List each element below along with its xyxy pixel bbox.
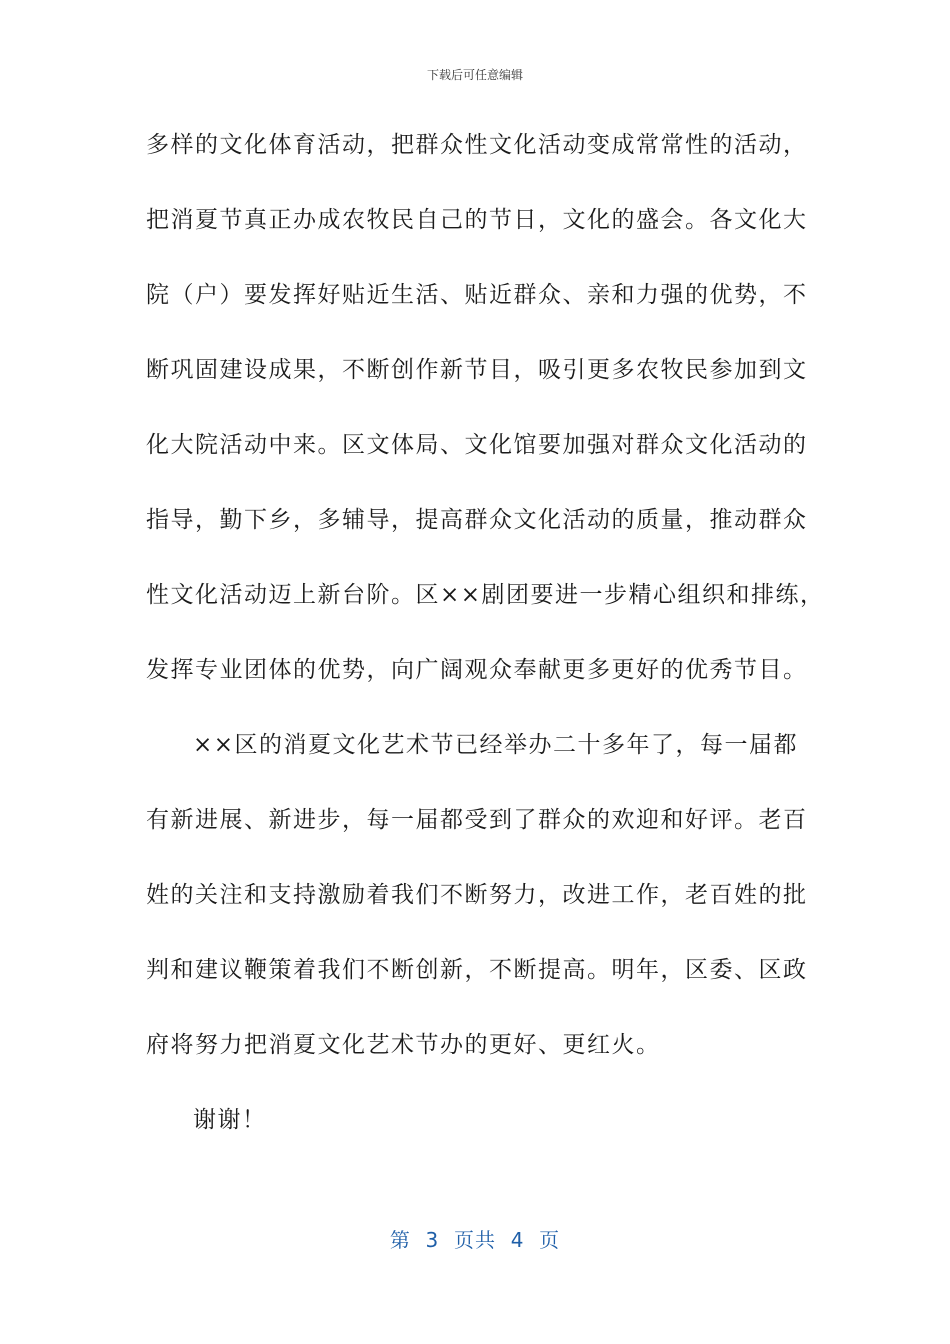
text-line: 姓的关注和支持激励着我们不断努力，改进工作，老百姓的批 bbox=[146, 882, 808, 908]
text-line: 判和建议鞭策着我们不断创新，不断提高。明年，区委、区政 bbox=[146, 957, 808, 983]
text-line: 性文化活动迈上新台阶。区××剧团要进一步精心组织和排练， bbox=[146, 582, 825, 608]
text-line: 多样的文化体育活动，把群众性文化活动变成常常性的活动， bbox=[146, 132, 808, 158]
page-number: 第 3 页共 4 页 bbox=[389, 1228, 561, 1252]
text-line: 府将努力把消夏文化艺术节办的更好、更红火。 bbox=[146, 1032, 661, 1058]
text-line: 化大院活动中来。区文体局、文化馆要加强对群众文化活动的 bbox=[146, 432, 808, 458]
closing-thanks: 谢谢！ bbox=[193, 1107, 267, 1133]
text-line: 把消夏节真正办成农牧民自己的节日，文化的盛会。各文化大 bbox=[146, 207, 808, 233]
text-line: 院（户）要发挥好贴近生活、贴近群众、亲和力强的优势，不 bbox=[146, 282, 808, 308]
text-line: 有新进展、新进步，每一届都受到了群众的欢迎和好评。老百 bbox=[146, 807, 808, 833]
text-line: 指导，勤下乡，多辅导，提高群众文化活动的质量，推动群众 bbox=[146, 507, 808, 533]
text-line: 发挥专业团体的优势，向广阔观众奉献更多更好的优秀节目。 bbox=[146, 657, 808, 683]
paragraph-start-line: ××区的消夏文化艺术节已经举办二十多年了，每一届都 bbox=[193, 732, 799, 758]
document-body bbox=[146, 122, 826, 1172]
text-line: 断巩固建设成果，不断创作新节目，吸引更多农牧民参加到文 bbox=[146, 357, 808, 383]
header-note: 下载后可任意编辑 bbox=[426, 68, 523, 82]
